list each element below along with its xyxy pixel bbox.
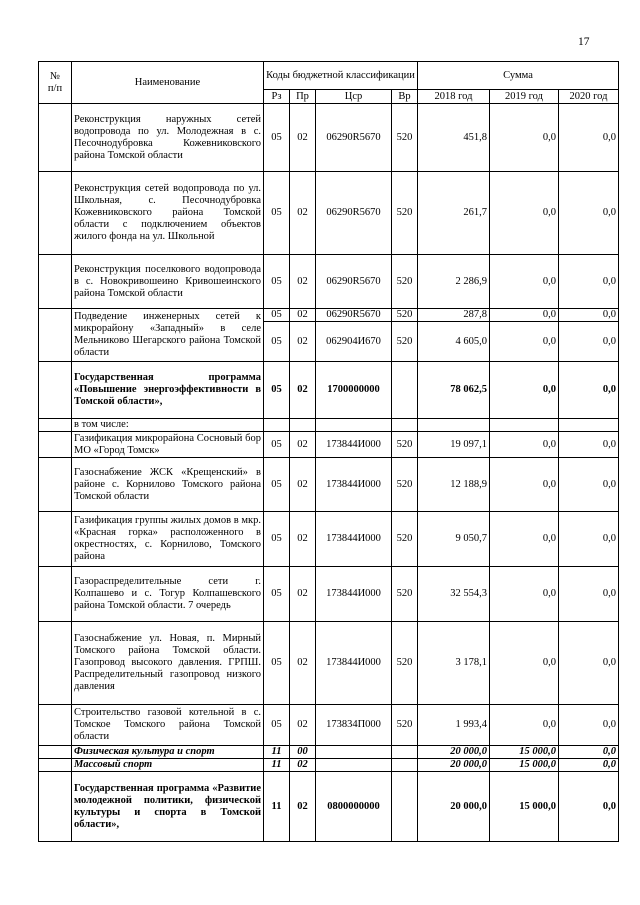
row-sum-2020: 0,0 — [559, 622, 619, 705]
row-sum-2020: 0,0 — [559, 458, 619, 512]
row-csr: 173844И000 — [316, 512, 392, 567]
row-pr: 02 — [290, 432, 316, 458]
row-sum-2018: 3 178,1 — [418, 622, 490, 705]
row-name: Газоснабжение ул. Новая, п. Мирный Томского района Томской области. Газопровод высокого давления. ГРПШ. Распределительный газопровод низкого давления — [72, 622, 264, 705]
row-sum-2020: 0,0 — [559, 512, 619, 567]
row-pr: 02 — [290, 104, 316, 172]
row-name: Физическая культура и спорт — [72, 746, 264, 759]
row-sum-2019: 0,0 — [490, 309, 559, 322]
row-sum-2018: 12 188,9 — [418, 458, 490, 512]
row-vr — [392, 362, 418, 419]
row-sum-2018: 451,8 — [418, 104, 490, 172]
row-vr — [392, 419, 418, 432]
row-rz: 11 — [264, 746, 290, 759]
row-pr: 02 — [290, 567, 316, 622]
header-codes: Коды бюджетной классификации — [264, 62, 418, 90]
row-sum-2019: 0,0 — [490, 362, 559, 419]
header-2019: 2019 год — [490, 90, 559, 104]
row-pr: 02 — [290, 458, 316, 512]
row-vr — [392, 759, 418, 772]
row-sum-2018: 4 605,0 — [418, 322, 490, 362]
row-pr: 02 — [290, 759, 316, 772]
row-pr: 02 — [290, 309, 316, 322]
row-sum-2019: 0,0 — [490, 705, 559, 746]
row-pr: 02 — [290, 322, 316, 362]
row-number — [39, 432, 72, 458]
row-csr: 173834П000 — [316, 705, 392, 746]
row-rz: 05 — [264, 362, 290, 419]
row-pr: 00 — [290, 746, 316, 759]
row-pr: 02 — [290, 172, 316, 255]
row-sum-2018: 261,7 — [418, 172, 490, 255]
page-number: 17 — [578, 36, 590, 48]
row-pr: 02 — [290, 362, 316, 419]
row-name: Реконструкция поселкового водопровода в с. Новокривошеино Кривошеинского района Томской области — [72, 255, 264, 309]
row-sum-2020: 0,0 — [559, 772, 619, 842]
row-rz: 05 — [264, 322, 290, 362]
header-name: Наименование — [72, 62, 264, 104]
row-sum-2018 — [418, 419, 490, 432]
row-csr: 173844И000 — [316, 432, 392, 458]
row-sum-2019: 0,0 — [490, 104, 559, 172]
row-sum-2018: 78 062,5 — [418, 362, 490, 419]
row-rz: 05 — [264, 567, 290, 622]
row-sum-2018: 20 000,0 — [418, 759, 490, 772]
row-name: Газификация группы жилых домов в мкр. «Красная горка» расположенного в окрестностях, с. Корнилово, Томского района — [72, 512, 264, 567]
row-vr — [392, 772, 418, 842]
row-vr: 520 — [392, 622, 418, 705]
table-row — [39, 705, 619, 746]
row-sum-2018: 19 097,1 — [418, 432, 490, 458]
row-sum-2018: 9 050,7 — [418, 512, 490, 567]
table-row — [39, 772, 619, 842]
row-sum-2019: 0,0 — [490, 255, 559, 309]
row-number — [39, 512, 72, 567]
table-row — [39, 458, 619, 512]
row-sum-2020: 0,0 — [559, 104, 619, 172]
row-csr — [316, 419, 392, 432]
header-vr: Вр — [392, 90, 418, 104]
table-row — [39, 759, 619, 772]
row-sum-2020 — [559, 419, 619, 432]
row-vr — [392, 746, 418, 759]
row-vr: 520 — [392, 172, 418, 255]
row-vr: 520 — [392, 705, 418, 746]
table-row — [39, 419, 619, 432]
row-csr — [316, 759, 392, 772]
row-number — [39, 705, 72, 746]
row-sum-2020: 0,0 — [559, 255, 619, 309]
budget-table — [38, 61, 619, 842]
row-name: Реконструкция сетей водопровода по ул. Школьная, с. Песочнодубровка Кожевниковского района Томской области с подключением объектов жилого фонда на ул. Школьной — [72, 172, 264, 255]
row-sum-2019: 0,0 — [490, 567, 559, 622]
table-row — [39, 309, 619, 322]
row-csr: 06290R5670 — [316, 255, 392, 309]
row-rz: 05 — [264, 622, 290, 705]
row-csr: 062904И670 — [316, 322, 392, 362]
row-sum-2020: 0,0 — [559, 705, 619, 746]
row-sum-2019: 0,0 — [490, 458, 559, 512]
row-number — [39, 567, 72, 622]
row-pr: 02 — [290, 705, 316, 746]
row-name: Подведение инженерных сетей к микрорайону «Западный» в селе Мельниково Шегарского района Томской области — [72, 309, 264, 362]
row-rz: 11 — [264, 772, 290, 842]
row-rz: 05 — [264, 432, 290, 458]
header-2020: 2020 год — [559, 90, 619, 104]
row-number — [39, 746, 72, 759]
table-row — [39, 567, 619, 622]
row-sum-2019: 0,0 — [490, 322, 559, 362]
row-sum-2019 — [490, 419, 559, 432]
row-vr: 520 — [392, 255, 418, 309]
table-row — [39, 104, 619, 172]
row-sum-2018: 32 554,3 — [418, 567, 490, 622]
row-number — [39, 362, 72, 419]
row-name: Государственная программа «Развитие молодежной политики, физической культуры и спорта в Томской области», — [72, 772, 264, 842]
row-sum-2019: 0,0 — [490, 622, 559, 705]
row-sum-2018: 287,8 — [418, 309, 490, 322]
row-sum-2019: 0,0 — [490, 172, 559, 255]
row-rz: 05 — [264, 512, 290, 567]
row-sum-2020: 0,0 — [559, 746, 619, 759]
row-csr: 06290R5670 — [316, 309, 392, 322]
header-2018: 2018 год — [418, 90, 490, 104]
table-row — [39, 362, 619, 419]
row-pr — [290, 419, 316, 432]
row-sum-2018: 1 993,4 — [418, 705, 490, 746]
row-rz: 05 — [264, 255, 290, 309]
header-sum: Сумма — [418, 62, 619, 90]
row-rz: 05 — [264, 309, 290, 322]
row-vr: 520 — [392, 104, 418, 172]
row-vr: 520 — [392, 309, 418, 322]
header-num: № п/п — [39, 62, 72, 104]
row-pr: 02 — [290, 772, 316, 842]
row-csr: 1700000000 — [316, 362, 392, 419]
row-name: Строительство газовой котельной в с. Томское Томского района Томской области — [72, 705, 264, 746]
row-vr: 520 — [392, 567, 418, 622]
header-pr: Пр — [290, 90, 316, 104]
row-sum-2020: 0,0 — [559, 172, 619, 255]
row-number — [39, 772, 72, 842]
row-rz — [264, 419, 290, 432]
row-name: Реконструкция наружных сетей водопровода по ул. Молодежная в с. Песочнодубровка Кожевниковского района Томской области — [72, 104, 264, 172]
row-csr: 173844И000 — [316, 567, 392, 622]
row-sum-2020: 0,0 — [559, 322, 619, 362]
row-sum-2020: 0,0 — [559, 432, 619, 458]
row-vr: 520 — [392, 458, 418, 512]
table-row — [39, 746, 619, 759]
row-vr: 520 — [392, 322, 418, 362]
row-name: Газоснабжение ЖСК «Крещенский» в районе с. Корнилово Томского района Томской области — [72, 458, 264, 512]
row-number — [39, 104, 72, 172]
row-rz: 05 — [264, 104, 290, 172]
row-sum-2020: 0,0 — [559, 759, 619, 772]
table-row — [39, 432, 619, 458]
row-number — [39, 309, 72, 362]
row-number — [39, 172, 72, 255]
row-number — [39, 419, 72, 432]
row-number — [39, 458, 72, 512]
row-sum-2020: 0,0 — [559, 362, 619, 419]
row-sum-2018: 2 286,9 — [418, 255, 490, 309]
row-sum-2019: 15 000,0 — [490, 746, 559, 759]
header-rz: Рз — [264, 90, 290, 104]
row-rz: 05 — [264, 705, 290, 746]
row-sum-2019: 0,0 — [490, 432, 559, 458]
row-sum-2018: 20 000,0 — [418, 746, 490, 759]
table-row — [39, 255, 619, 309]
table-row — [39, 622, 619, 705]
header-csr: Цср — [316, 90, 392, 104]
table-row — [39, 512, 619, 567]
row-name: Государственная программа «Повышение энергоэффективности в Томской области», — [72, 362, 264, 419]
row-pr: 02 — [290, 622, 316, 705]
row-name: Газификация микрорайона Сосновый бор МО «Город Томск» — [72, 432, 264, 458]
row-name: Массовый спорт — [72, 759, 264, 772]
row-number — [39, 255, 72, 309]
row-pr: 02 — [290, 512, 316, 567]
row-number — [39, 622, 72, 705]
table-row — [39, 172, 619, 255]
row-csr: 173844И000 — [316, 458, 392, 512]
row-sum-2019: 15 000,0 — [490, 759, 559, 772]
row-csr: 0800000000 — [316, 772, 392, 842]
row-name: в том числе: — [72, 419, 264, 432]
row-csr: 06290R5670 — [316, 172, 392, 255]
row-rz: 05 — [264, 172, 290, 255]
row-rz: 05 — [264, 458, 290, 512]
row-csr: 06290R5670 — [316, 104, 392, 172]
row-name: Газораспределительные сети г. Колпашево и с. Тогур Колпашевского района Томской области. 7 очередь — [72, 567, 264, 622]
row-vr: 520 — [392, 512, 418, 567]
row-sum-2020: 0,0 — [559, 567, 619, 622]
row-csr — [316, 746, 392, 759]
row-sum-2018: 20 000,0 — [418, 772, 490, 842]
row-pr: 02 — [290, 255, 316, 309]
row-sum-2019: 0,0 — [490, 512, 559, 567]
row-number — [39, 759, 72, 772]
row-csr: 173844И000 — [316, 622, 392, 705]
row-rz: 11 — [264, 759, 290, 772]
row-vr: 520 — [392, 432, 418, 458]
table-body — [39, 104, 619, 842]
row-sum-2019: 15 000,0 — [490, 772, 559, 842]
row-sum-2020: 0,0 — [559, 309, 619, 322]
